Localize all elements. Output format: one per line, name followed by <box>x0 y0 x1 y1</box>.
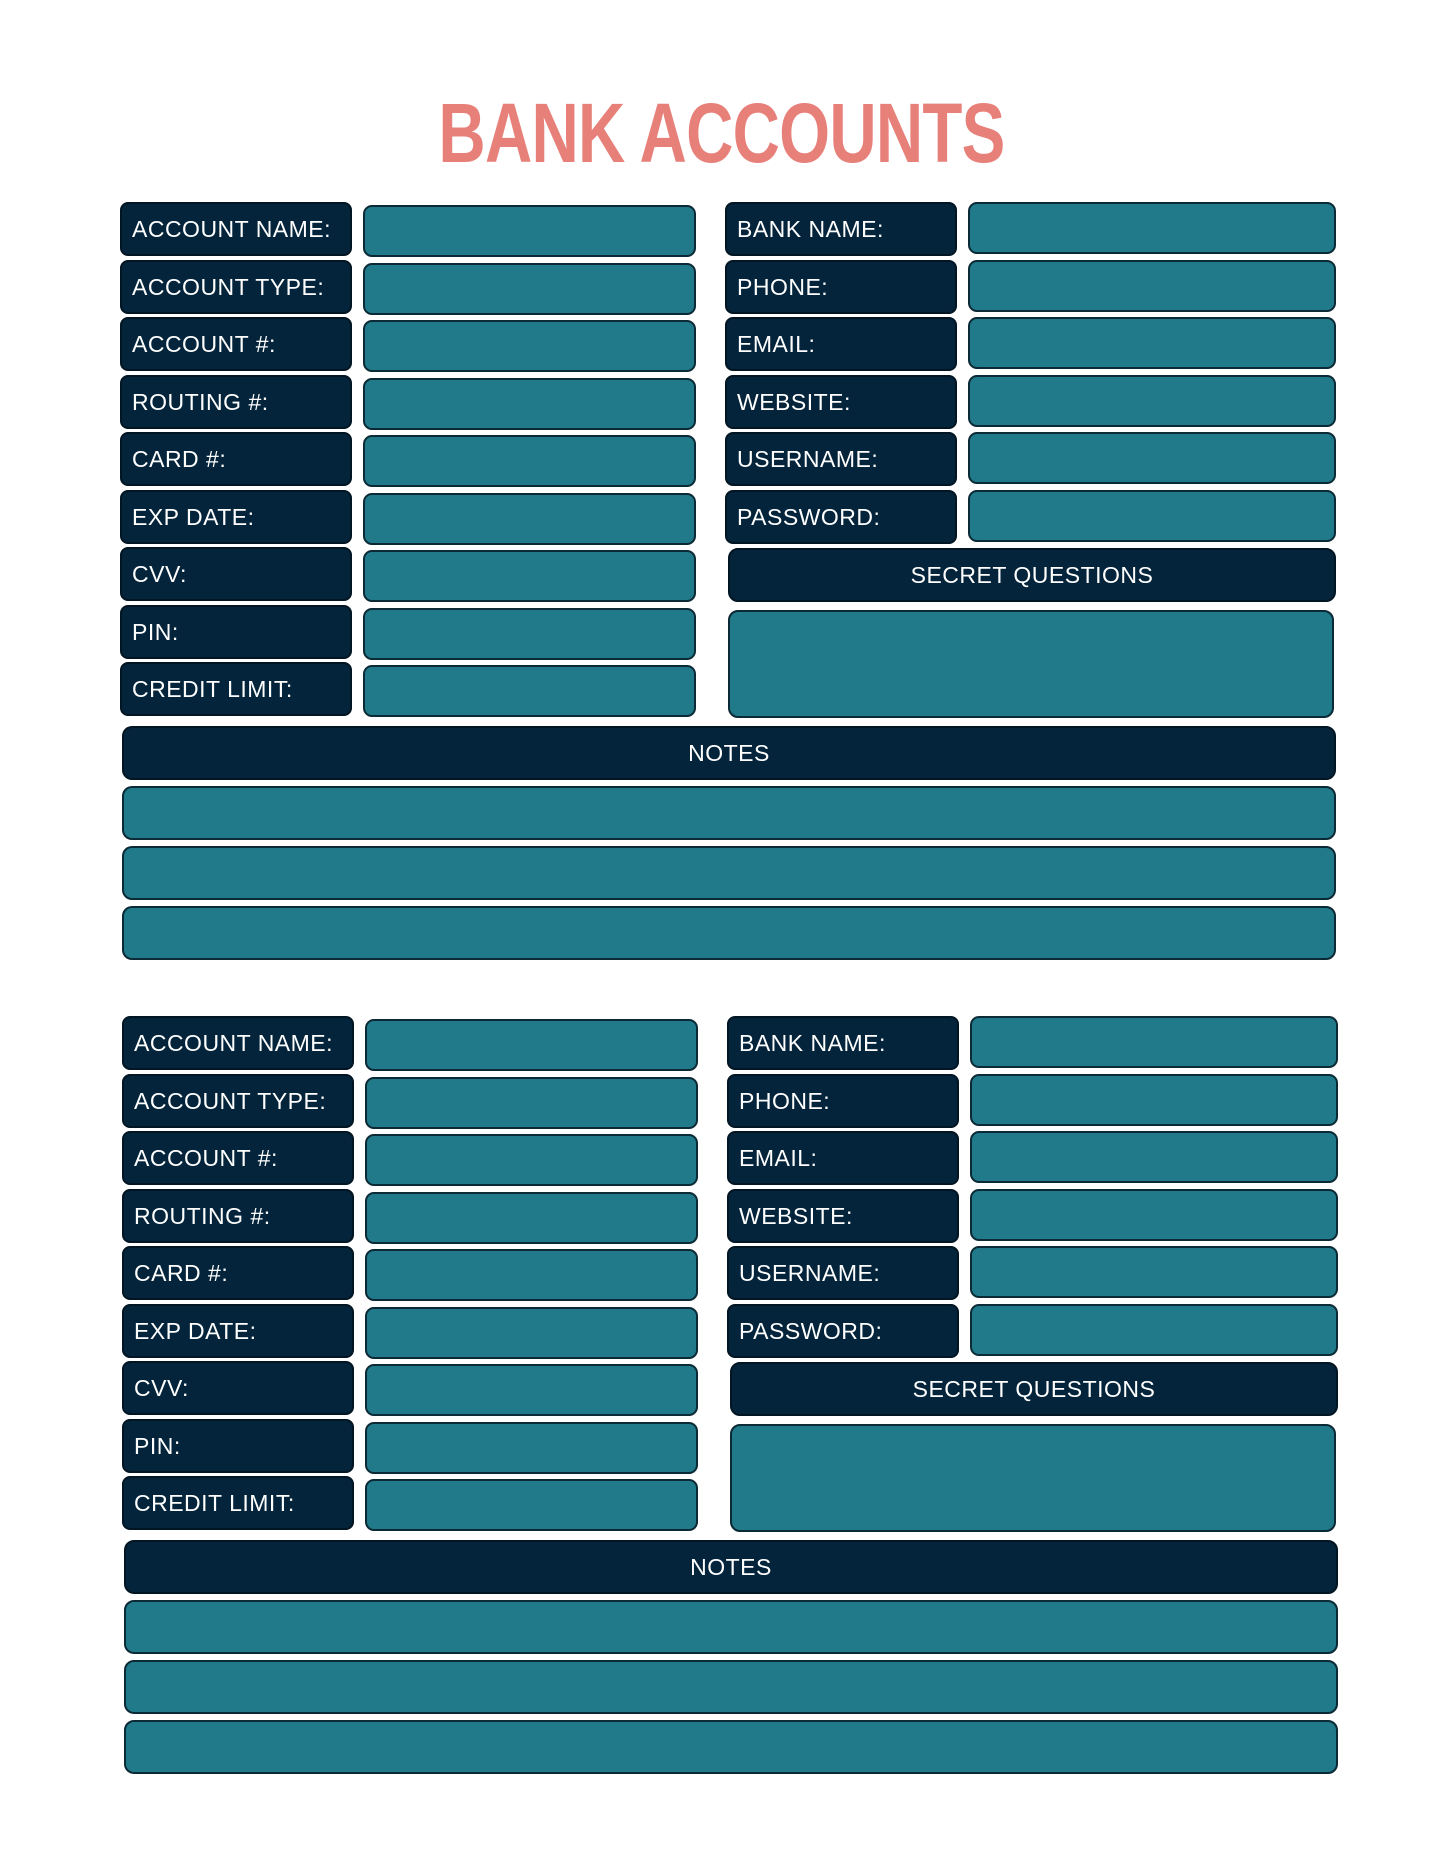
right-field-column <box>970 1016 1338 1361</box>
right-label-column <box>725 202 957 547</box>
routing-number-field[interactable] <box>363 378 696 430</box>
left-label-column <box>122 1016 354 1534</box>
account-type-field[interactable] <box>365 1077 698 1129</box>
bank-name-field[interactable] <box>970 1016 1338 1068</box>
card-number-field[interactable] <box>363 435 696 487</box>
username-label: USERNAME: <box>725 432 957 486</box>
website-field[interactable] <box>968 375 1336 427</box>
bank-account-section-2 <box>122 1016 1332 1776</box>
bank-account-section-1 <box>120 202 1330 962</box>
notes-line-1[interactable] <box>124 1600 1338 1654</box>
left-field-column <box>363 205 696 723</box>
notes-line-1[interactable] <box>122 786 1336 840</box>
card-number-label: CARD #: <box>120 432 352 486</box>
pin-field[interactable] <box>365 1422 698 1474</box>
phone-label: PHONE: <box>725 260 957 314</box>
email-label: EMAIL: <box>725 317 957 371</box>
credit-limit-field[interactable] <box>363 665 696 717</box>
account-name-field[interactable] <box>365 1019 698 1071</box>
account-name-label: ACCOUNT NAME: <box>120 202 352 256</box>
email-field[interactable] <box>968 317 1336 369</box>
card-number-field[interactable] <box>365 1249 698 1301</box>
notes-line-2[interactable] <box>122 846 1336 900</box>
email-label: EMAIL: <box>727 1131 959 1185</box>
account-type-label: ACCOUNT TYPE: <box>120 260 352 314</box>
bank-name-label: BANK NAME: <box>727 1016 959 1070</box>
secret-questions-field[interactable] <box>730 1424 1336 1532</box>
routing-number-field[interactable] <box>365 1192 698 1244</box>
website-field[interactable] <box>970 1189 1338 1241</box>
username-field[interactable] <box>970 1246 1338 1298</box>
account-number-field[interactable] <box>365 1134 698 1186</box>
cvv-label: CVV: <box>120 547 352 601</box>
right-field-column <box>968 202 1336 547</box>
account-number-label: ACCOUNT #: <box>120 317 352 371</box>
pin-label: PIN: <box>120 605 352 659</box>
notes-header: NOTES <box>124 1540 1338 1594</box>
exp-date-field[interactable] <box>365 1307 698 1359</box>
password-label: PASSWORD: <box>727 1304 959 1358</box>
username-field[interactable] <box>968 432 1336 484</box>
notes-line-2[interactable] <box>124 1660 1338 1714</box>
account-name-label: ACCOUNT NAME: <box>122 1016 354 1070</box>
exp-date-field[interactable] <box>363 493 696 545</box>
notes-line-3[interactable] <box>122 906 1336 960</box>
account-number-label: ACCOUNT #: <box>122 1131 354 1185</box>
credit-limit-label: CREDIT LIMIT: <box>120 662 352 716</box>
routing-number-label: ROUTING #: <box>120 375 352 429</box>
credit-limit-field[interactable] <box>365 1479 698 1531</box>
card-number-label: CARD #: <box>122 1246 354 1300</box>
account-number-field[interactable] <box>363 320 696 372</box>
secret-questions-field[interactable] <box>728 610 1334 718</box>
password-field[interactable] <box>968 490 1336 542</box>
cvv-field[interactable] <box>365 1364 698 1416</box>
page-title: BANK ACCOUNTS <box>438 86 1005 180</box>
credit-limit-label: CREDIT LIMIT: <box>122 1476 354 1530</box>
secret-questions-header: SECRET QUESTIONS <box>730 1362 1338 1416</box>
phone-field[interactable] <box>970 1074 1338 1126</box>
password-label: PASSWORD: <box>725 490 957 544</box>
right-label-column <box>727 1016 959 1361</box>
pin-label: PIN: <box>122 1419 354 1473</box>
password-field[interactable] <box>970 1304 1338 1356</box>
left-field-column <box>365 1019 698 1537</box>
phone-label: PHONE: <box>727 1074 959 1128</box>
exp-date-label: EXP DATE: <box>120 490 352 544</box>
email-field[interactable] <box>970 1131 1338 1183</box>
username-label: USERNAME: <box>727 1246 959 1300</box>
notes-line-3[interactable] <box>124 1720 1338 1774</box>
bank-name-field[interactable] <box>968 202 1336 254</box>
exp-date-label: EXP DATE: <box>122 1304 354 1358</box>
website-label: WEBSITE: <box>727 1189 959 1243</box>
website-label: WEBSITE: <box>725 375 957 429</box>
routing-number-label: ROUTING #: <box>122 1189 354 1243</box>
secret-questions-header: SECRET QUESTIONS <box>728 548 1336 602</box>
account-name-field[interactable] <box>363 205 696 257</box>
phone-field[interactable] <box>968 260 1336 312</box>
notes-header: NOTES <box>122 726 1336 780</box>
pin-field[interactable] <box>363 608 696 660</box>
cvv-label: CVV: <box>122 1361 354 1415</box>
account-type-field[interactable] <box>363 263 696 315</box>
account-type-label: ACCOUNT TYPE: <box>122 1074 354 1128</box>
cvv-field[interactable] <box>363 550 696 602</box>
bank-name-label: BANK NAME: <box>725 202 957 256</box>
left-label-column <box>120 202 352 720</box>
